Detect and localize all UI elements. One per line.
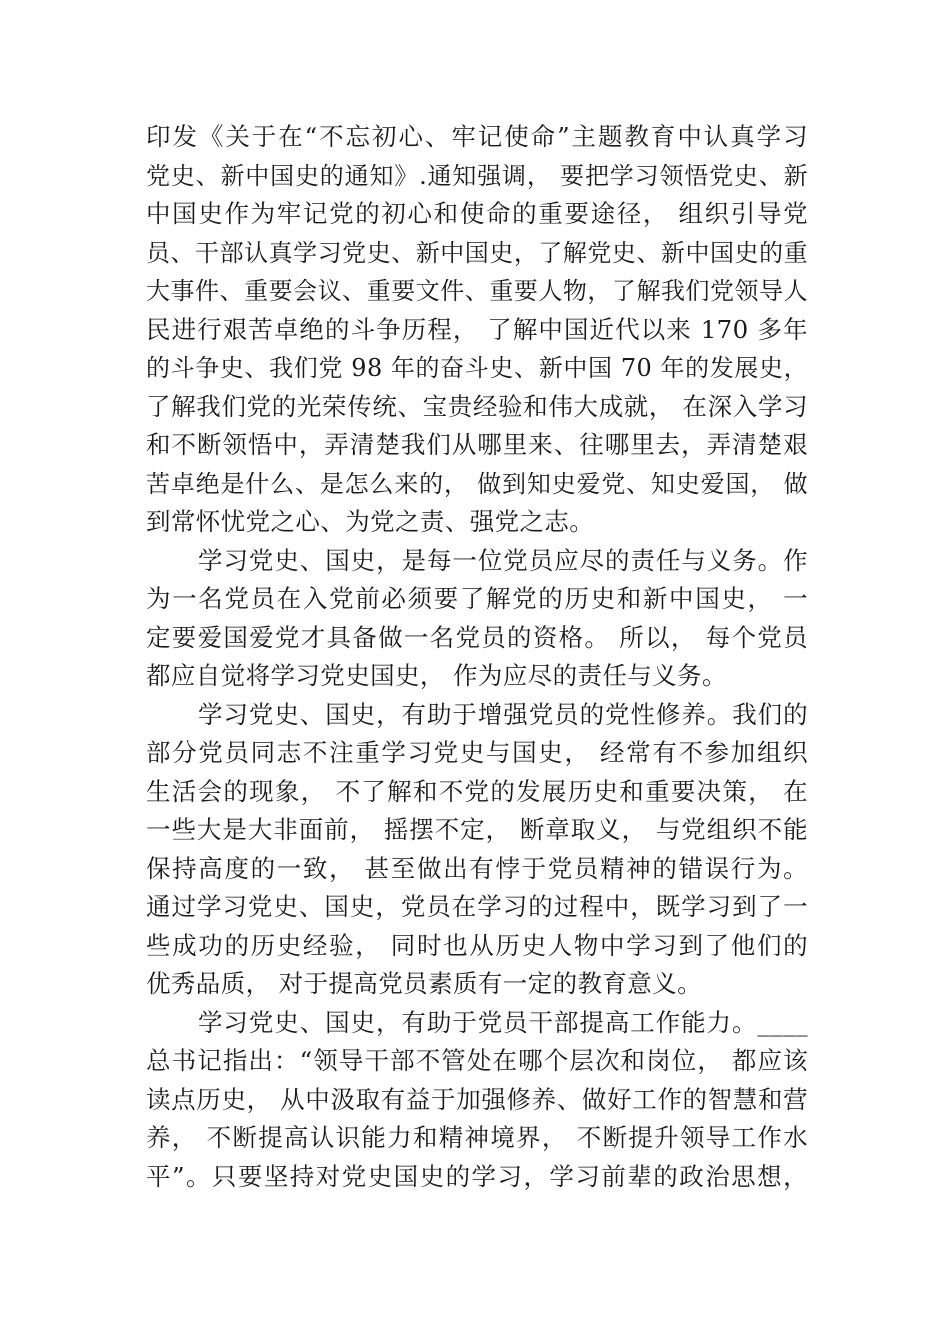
paragraph xyxy=(146,696,808,1004)
text-line: 的斗争史、我们党 98 年的奋斗史、新中国 70 年的发展史， xyxy=(146,354,808,382)
text-line: 和不断领悟中，弄清楚我们从哪里来、往哪里去，弄清楚艰 xyxy=(146,430,808,459)
text-line: 员、干部认真学习党史、新中国史，了解党史、新中国史的重 xyxy=(146,238,808,267)
text-line: 民进行艰苦卓绝的斗争历程， 了解中国近代以来 170 多年 xyxy=(146,314,808,344)
text-line: 到常怀忧党之心、为党之责、强党之志。 xyxy=(146,507,595,536)
text-line: 苦卓绝是什么、是怎么来的， 做到知史爱党、知史爱国， 做 xyxy=(146,469,808,498)
text-line: 印发《关于在“不忘初心、牢记使命”主题教育中认真学习 xyxy=(146,122,808,151)
text-line: 都应自觉将学习党史国史， 作为应尽的责任与义务。 xyxy=(146,661,727,690)
text-line: 一些大是大非面前， 摇摆不定， 断章取义， 与党组织不能 xyxy=(146,815,808,844)
text-line: 学习党史、国史，是每一位党员应尽的责任与义务。作 xyxy=(198,545,808,575)
text-line: 平”。只要坚持对党史国史的学习，学习前辈的政治思想， xyxy=(146,1161,808,1191)
text-line: 保持高度的一致， 甚至做出有悖于党员精神的错误行为。 xyxy=(146,853,808,883)
text-line: 了解我们党的光荣传统、宝贵经验和伟大成就， 在深入学习 xyxy=(146,391,808,421)
text-line: 生活会的现象， 不了解和不党的发展历史和重要决策， 在 xyxy=(146,776,808,806)
paragraph xyxy=(146,542,808,696)
text-line: 养， 不断提高认识能力和精神境界， 不断提升领导工作水 xyxy=(146,1123,808,1152)
text-line: 学习党史、国史，有助于增强党员的党性修养。我们的 xyxy=(198,699,808,729)
text-line: 些成功的历史经验， 同时也从历史人物中学习到了他们的 xyxy=(146,930,808,960)
text-line: 中国史作为牢记党的初心和使命的重要途径， 组织引导党 xyxy=(146,199,808,228)
paragraph xyxy=(146,1004,808,1197)
text-line: 大事件、重要会议、重要文件、重要人物，了解我们党领导人 xyxy=(146,277,808,305)
text-line: 优秀品质， 对于提高党员素质有一定的教育意义。 xyxy=(146,969,702,998)
text-line: 为一名党员在入党前必须要了解党的历史和新中国史， 一 xyxy=(146,584,808,613)
text-line: 部分党员同志不注重学习党史与国史， 经常有不参加组织 xyxy=(146,738,808,767)
paragraph xyxy=(146,118,808,542)
text-line: 读点历史， 从中汲取有益于加强修养、做好工作的智慧和营 xyxy=(146,1084,808,1114)
text-line: 总书记指出：“领导干部不管处在哪个层次和岗位， 都应该 xyxy=(146,1046,808,1075)
text-line: 通过学习党史、国史，党员在学习的过程中，既学习到了一 xyxy=(146,892,808,921)
text-line: 学习党史、国史，有助于党员干部提高工作能力。____ xyxy=(198,1007,808,1037)
text-line: 党史、新中国史的通知》.通知强调， 要把学习领悟党史、新 xyxy=(146,161,808,190)
body-text xyxy=(146,118,808,1196)
text-line: 定要爱国爱党才具备做一名党员的资格。 所以， 每个党员 xyxy=(146,622,808,652)
